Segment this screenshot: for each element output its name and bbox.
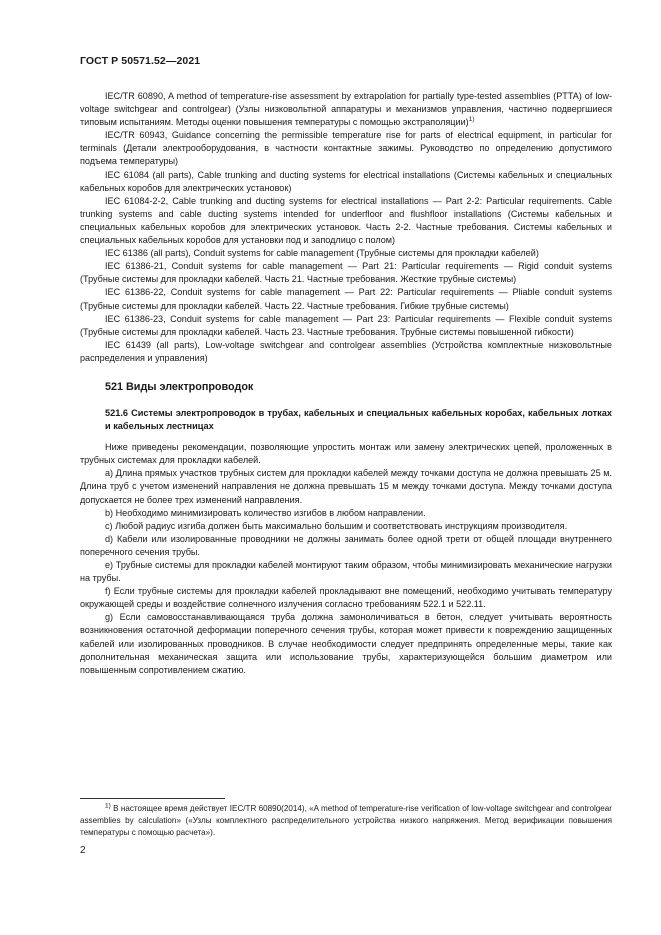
reference-item: IEC 61386-22, Conduit systems for cable management — Part 22: Particular requirements — Pliable conduit systems (Трубные системы для прокладки кабелей. Часть 22. Частные требования. Гибкие трубные системы) bbox=[80, 287, 612, 311]
list-item-e: е) Трубные системы для прокладки кабелей монтируют таким образом, чтобы минимизировать механические нагрузки на трубы. bbox=[80, 560, 612, 584]
paragraph: Ниже приведены рекомендации, позволяющие упростить монтаж или замену электрических цепей, проложенных в трубных системах для прокладки кабелей. bbox=[80, 442, 612, 466]
footnote-marker[interactable]: 1) bbox=[468, 116, 475, 124]
reference-item: IEC/TR 60890, A method of temperature-rise assessment by extrapolation for partially type-tested assemblies (PTTA) of low-voltage switchgear and controlgear) (Узлы низковольтной аппаратуры и механизмов управления, частично подвергшиеся типовым испытаниям. Методы оценки повышения температуры с помощью экстраполяции)$^{1)}$ bbox=[80, 91, 612, 128]
reference-item: IEC/TR 60943, Guidance concerning the permissible temperature rise for parts of electrical equipment, in particular for terminals (Детали электрооборудования, в частности контактные зажимы. Руководство по определению допустимого подъема температуры) bbox=[80, 130, 612, 167]
section-title: 521 Виды электропроводок bbox=[105, 380, 254, 393]
list-item-f: f) Если трубные системы для прокладки кабелей прокладывают вне помещений, необходимо учитывать температуру окружающей среды и воздействие солнечного излучения согласно требованиям 522.1 и 522.11. bbox=[80, 586, 612, 610]
footnote-divider bbox=[80, 798, 225, 799]
list-item-b: b) Необходимо минимизировать количество изгибов в любом направлении. bbox=[105, 507, 426, 518]
reference-item: IEC 61084-2-2, Cable trunking and ducting systems for electrical installations — Part 2-2: Particular requirements. Cable trunking systems and cable ducting systems intended for underfloor and flushfloor installations (Системы кабельных и специальных кабельных коробов для электрических установок. Часть 2-2. Частные требования. Системы кабельных и специальных кабельных коробов для установки под и заподлицо с полом) bbox=[80, 195, 612, 246]
list-item-a: а) Длина прямых участков трубных систем для прокладки кабелей между точками доступа не должна превышать 25 м. Длина труб с учетом изменений направления не должна превышать 15 м между точками доступа. Между точками доступа допускается не более трех изменений направления. bbox=[80, 468, 612, 505]
footnote-text: В настоящее время действует IEC/TR 60890(2014), «A method of temperature-rise verification of low-voltage switchgear and controlgear assemblies by calculation» («Узлы комплектного распределительного устройства низкого напряжения. Метод верификации повышения температуры с помощью расчета»). bbox=[80, 804, 612, 837]
reference-item: IEC 61386 (all parts), Conduit systems for cable management (Трубные системы для прокладки кабелей) bbox=[105, 248, 539, 259]
list-item-g: g) Если самовосстанавливающаяся труба должна замоноличиваться в бетон, следует учитывать вероятность возникновения остаточной деформации поперечного сечения трубы, которая может привести к повреждению защищенных кабелей или изолированных проводников. В случае необходимости следует предпринять определенные меры, такие как дополнительная механическая защита или использование трубы, характеризующейся большим диаметром или повышенным сопротивлением сжатию. bbox=[80, 612, 612, 675]
reference-item: IEC 61386-23, Conduit systems for cable management — Part 23: Particular requirements — Flexible conduit systems (Трубные системы для прокладки кабелей. Часть 23. Частные требования. Трубные системы повышенной гибкости) bbox=[80, 313, 612, 337]
reference-item: IEC 61439 (all parts), Low-voltage switchgear and controlgear assemblies (Устройства комплектные низковольтные распределения и управления) bbox=[80, 339, 612, 363]
list-item-d: d) Кабели или изолированные проводники не должны занимать более одной трети от общей площади внутреннего поперечного сечения трубы. bbox=[80, 533, 612, 557]
footnote bbox=[80, 803, 612, 838]
reference-item: IEC 61386-21, Conduit systems for cable management — Part 21: Particular requirements — Rigid conduit systems (Трубные системы для прокладки кабелей. Часть 21. Частные требования. Жесткие трубные системы) bbox=[80, 261, 612, 285]
page-number: 2 bbox=[80, 845, 86, 856]
reference-item: IEC 61084 (all parts), Cable trunking and ducting systems for electrical installations (Системы кабельных и специальных кабельных коробов для электрических установок) bbox=[80, 169, 612, 193]
list-item-c: с) Любой радиус изгиба должен быть максимально большим и соответствовать инструкциям производителя. bbox=[105, 520, 568, 531]
document-header: ГОСТ Р 50571.52—2021 bbox=[80, 55, 201, 67]
footnote-marker: 1) bbox=[105, 802, 111, 810]
document-body bbox=[80, 90, 612, 677]
subsection-title: 521.6 Системы электропроводок в трубах, кабельных и специальных кабельных коробах, кабельных лотках и кабельных лестницах bbox=[105, 407, 612, 431]
